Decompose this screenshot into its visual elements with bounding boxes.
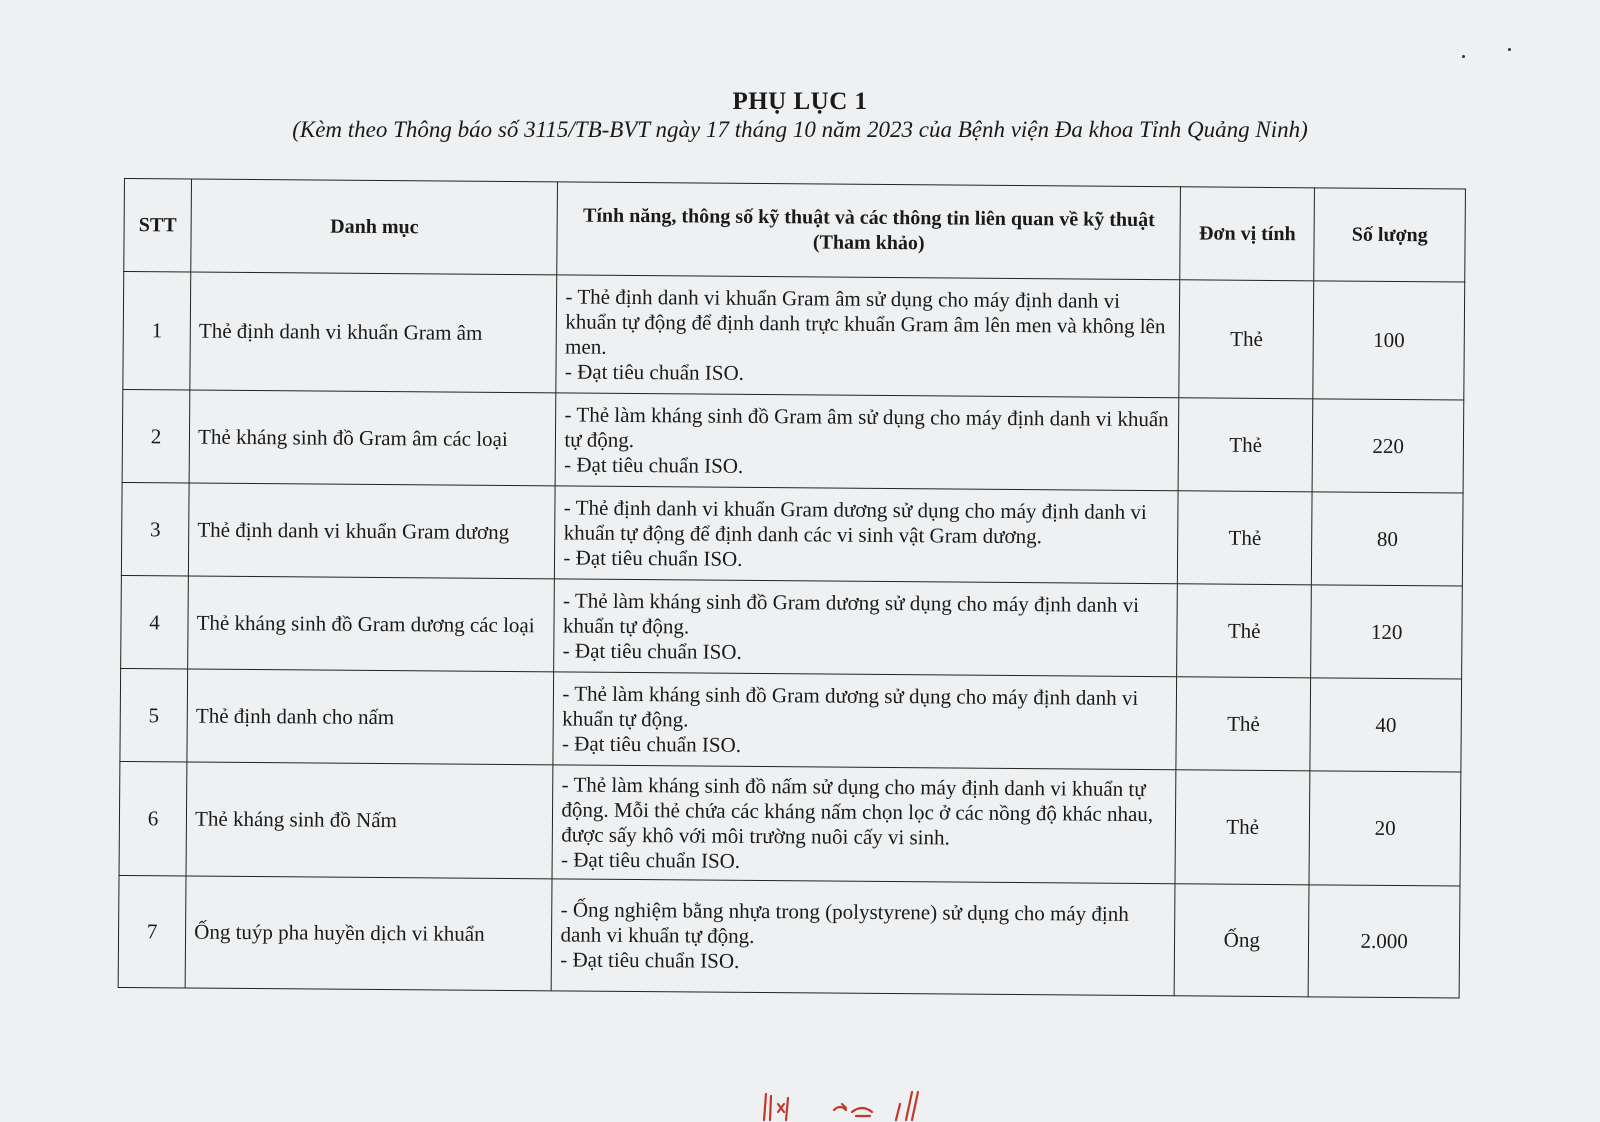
spec-description: - Thẻ làm kháng sinh đồ Gram dương sử dụng cho máy định danh vi khuẩn tự động. [562,587,1140,638]
row-unit: Thẻ [1177,491,1312,585]
row-spec [552,879,1176,996]
row-unit: Thẻ [1178,398,1313,492]
row-unit: Ống [1174,884,1309,997]
spec-standard: - Đạt tiêu chuẩn ISO. [564,451,744,478]
scan-speck [1508,48,1511,51]
table-row [118,875,1460,998]
row-category: Thẻ kháng sinh đồ Gram âm các loại [189,390,556,486]
table-row [120,668,1462,772]
row-category: Thẻ định danh cho nấm [187,669,554,765]
row-spec [552,765,1176,884]
row-category: Thẻ kháng sinh đồ Gram dương các loại [188,576,555,672]
row-stt: 2 [122,389,190,483]
spec-standard: - Đạt tiêu chuẩn ISO. [562,637,742,664]
spec-standard: - Đạt tiêu chuẩn ISO. [561,730,742,757]
row-quantity: 100 [1313,281,1465,400]
spec-standard: - Đạt tiêu chuẩn ISO. [564,358,745,385]
stamp-mark-fragment [760,1090,960,1122]
row-quantity: 2.000 [1308,885,1459,998]
appendix-table-wrapper [118,178,1466,999]
row-stt: 3 [121,482,189,576]
row-quantity: 40 [1310,678,1461,772]
spec-description: - Thẻ định danh vi khuẩn Gram âm sử dụng cho máy định danh vi khuẩn tự động để định danh trực khuẩn Gram âm lên men và không lên men. [565,283,1166,359]
appendix-table [118,178,1466,999]
spec-standard: - Đạt tiêu chuẩn ISO. [560,947,740,973]
header-unit: Đơn vị tính [1180,187,1315,281]
row-quantity: 20 [1309,771,1461,886]
row-category: Thẻ định danh vi khuẩn Gram âm [190,272,557,393]
row-spec [553,672,1176,770]
row-quantity: 80 [1312,492,1463,586]
spec-standard: - Đạt tiêu chuẩn ISO. [563,544,743,571]
scan-speck [1462,55,1465,58]
table-row [119,761,1461,886]
row-quantity: 120 [1311,585,1462,679]
document-subtitle: (Kèm theo Thông báo số 3115/TB-BVT ngày 17 tháng 10 năm 2023 của Bệnh viện Đa khoa Tỉnh Quảng Ninh) [292,117,1308,142]
table-header-row [124,179,1466,283]
row-category: Thẻ kháng sinh đồ Nấm [186,762,553,879]
row-spec [555,486,1178,584]
row-stt: 4 [121,575,189,669]
row-unit: Thẻ [1179,280,1314,399]
spec-description: - Thẻ làm kháng sinh đồ nấm sử dụng cho máy định danh vi khuẩn tự động. Mỗi thẻ chứa các kháng nấm chọn lọc ở các nồng độ khác nhau, được sấy khô với môi trường nuôi cấy vi sinh. [561,771,1154,850]
table-row [121,482,1463,586]
spec-description: - Thẻ làm kháng sinh đồ Gram âm sử dụng cho máy định danh vi khuẩn tự động. [564,401,1169,452]
header-category: Danh mục [191,179,558,275]
spec-description: - Thẻ định danh vi khuẩn Gram dương sử dụng cho máy định danh vi khuẩn tự động để định danh các vi sinh vật Gram dương. [563,494,1147,548]
row-stt: 6 [119,761,187,876]
spec-description: - Thẻ làm kháng sinh đồ Gram dương sử dụng cho máy định danh vi khuẩn tự động. [562,680,1139,731]
row-unit: Thẻ [1177,584,1312,678]
header-stt: STT [124,179,192,273]
row-quantity: 220 [1312,399,1463,493]
row-stt: 7 [118,875,186,988]
spec-standard: - Đạt tiêu chuẩn ISO. [560,846,741,873]
document-title: PHỤ LỤC 1 [732,88,868,115]
table-row [121,575,1463,679]
row-unit: Thẻ [1175,770,1310,885]
spec-description: - Ống nghiệm bằng nhựa trong (polystyrene) sử dụng cho máy định danh vi khuẩn tự động. [560,897,1129,948]
table-row [122,389,1464,493]
row-spec [556,275,1180,398]
row-category: Ống tuýp pha huyền dịch vi khuẩn [185,876,552,991]
row-unit: Thẻ [1176,677,1311,771]
row-stt: 1 [123,272,191,391]
row-stt: 5 [120,668,188,762]
row-category: Thẻ định danh vi khuẩn Gram dương [189,483,556,579]
row-spec [556,393,1179,491]
table-row [123,272,1465,401]
header-quantity: Số lượng [1314,188,1465,282]
header-spec: Tính năng, thông số kỹ thuật và các thông tin liên quan về kỹ thuật (Tham khảo) [557,182,1180,280]
row-spec [554,579,1177,677]
